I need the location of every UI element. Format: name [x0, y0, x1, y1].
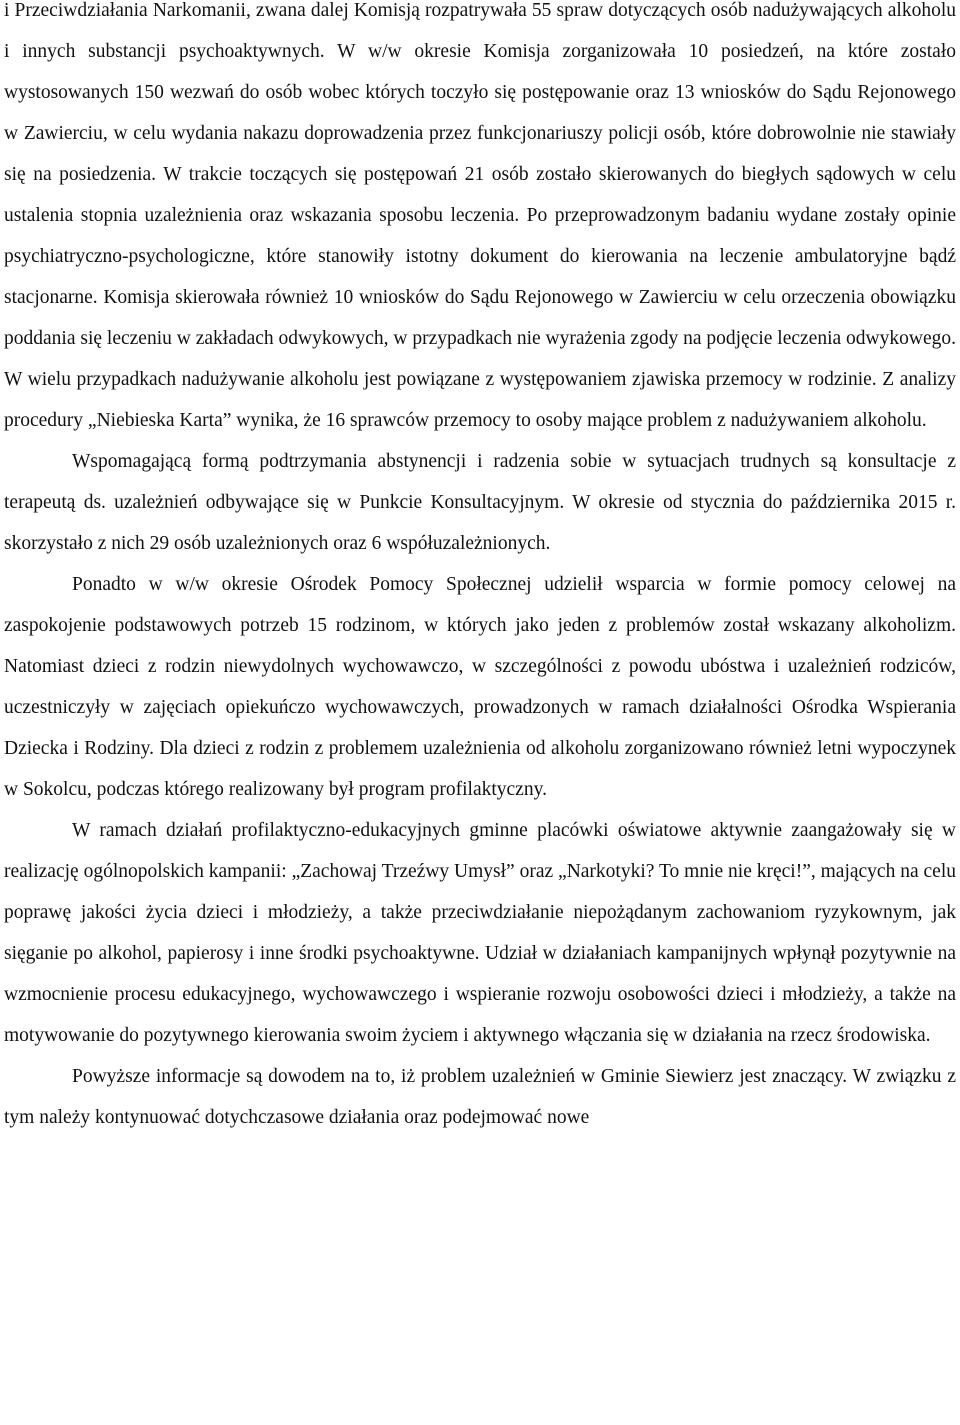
paragraph-prevention-campaigns: W ramach działań profilaktyczno-edukacyjnych gminne placówki oświatowe aktywnie zaangażowały się w realizację ogólnopolskich kampanii: „Zachowaj Trzeźwy Umysł” oraz „Narkotyki? To mnie nie kręci!”, mających na celu poprawę jakości życia dzieci i młodzieży, a także przeciwdziałanie niepożądanym zachowaniom ryzykownym, jak sięganie po alkohol, papierosy i inne środki psychoaktywne. Udział w działaniach kampanijnych wpłynął pozytywnie na wzmocnienie procesu edukacyjnego, wychowawczego i wspieranie rozwoju osobowości dzieci i młodzieży, a także na motywowanie do pozytywnego kierowania swoim życiem i aktywnego włączania się w działania na rzecz środowiska. — [4, 820, 956, 1046]
document-page — [4, 0, 956, 1138]
paragraph-commission-activities: i Przeciwdziałania Narkomanii, zwana dalej Komisją rozpatrywała 55 spraw dotyczących osób nadużywających alkoholu i innych substancji psychoaktywnych. W w/w okresie Komisja zorganizowała 10 posiedzeń, na które zostało wystosowanych 150 wezwań do osób wobec których toczyło się postępowanie oraz 13 wniosków do Sądu Rejonowego w Zawierciu, w celu wydania nakazu doprowadzenia przez funkcjonariuszy policji osób, które dobrowolnie nie stawiały się na posiedzenia. W trakcie toczących się postępowań 21 osób zostało skierowanych do biegłych sądowych w celu ustalenia stopnia uzależnienia oraz wskazania sposobu leczenia. Po przeprowadzonym badaniu wydane zostały opinie psychiatryczno-psychologiczne, które stanowiły istotny dokument do kierowania na leczenie ambulatoryjne bądź stacjonarne. Komisja skierowała również 10 wniosków do Sądu Rejonowego w Zawierciu w celu orzeczenia obowiązku poddania się leczeniu w zakładach odwykowych, w przypadkach nie wyrażenia zgody na podjęcie leczenia odwykowego. W wielu przypadkach nadużywanie alkoholu jest powiązane z występowaniem zjawiska przemocy w rodzinie. Z analizy procedury „Niebieska Karta” wynika, że 16 sprawców przemocy to osoby mające problem z nadużywaniem alkoholu. — [4, 0, 956, 431]
paragraph-consultation-point: Wspomagającą formą podtrzymania abstynencji i radzenia sobie w sytuacjach trudnych są konsultacje z terapeutą ds. uzależnień odbywające się w Punkcie Konsultacyjnym. W okresie od stycznia do października 2015 r. skorzystało z nich 29 osób uzależnionych oraz 6 współuzależnionych. — [4, 451, 956, 554]
paragraph-conclusion: Powyższe informacje są dowodem na to, iż problem uzależnień w Gminie Siewierz jest znaczący. W związku z tym należy kontynuować dotychczasowe działania oraz podejmować nowe — [4, 1066, 956, 1128]
paragraph-social-assistance: Ponadto w w/w okresie Ośrodek Pomocy Społecznej udzielił wsparcia w formie pomocy celowej na zaspokojenie podstawowych potrzeb 15 rodzinom, w których jako jeden z problemów został wskazany alkoholizm. Natomiast dzieci z rodzin niewydolnych wychowawczo, w szczególności z powodu ubóstwa i uzależnień rodziców, uczestniczyły w zajęciach opiekuńczo wychowawczych, prowadzonych w ramach działalności Ośrodka Wspierania Dziecka i Rodziny. Dla dzieci z rodzin z problemem uzależnienia od alkoholu zorganizowano również letni wypoczynek w Sokolcu, podczas którego realizowany był program profilaktyczny. — [4, 574, 956, 800]
